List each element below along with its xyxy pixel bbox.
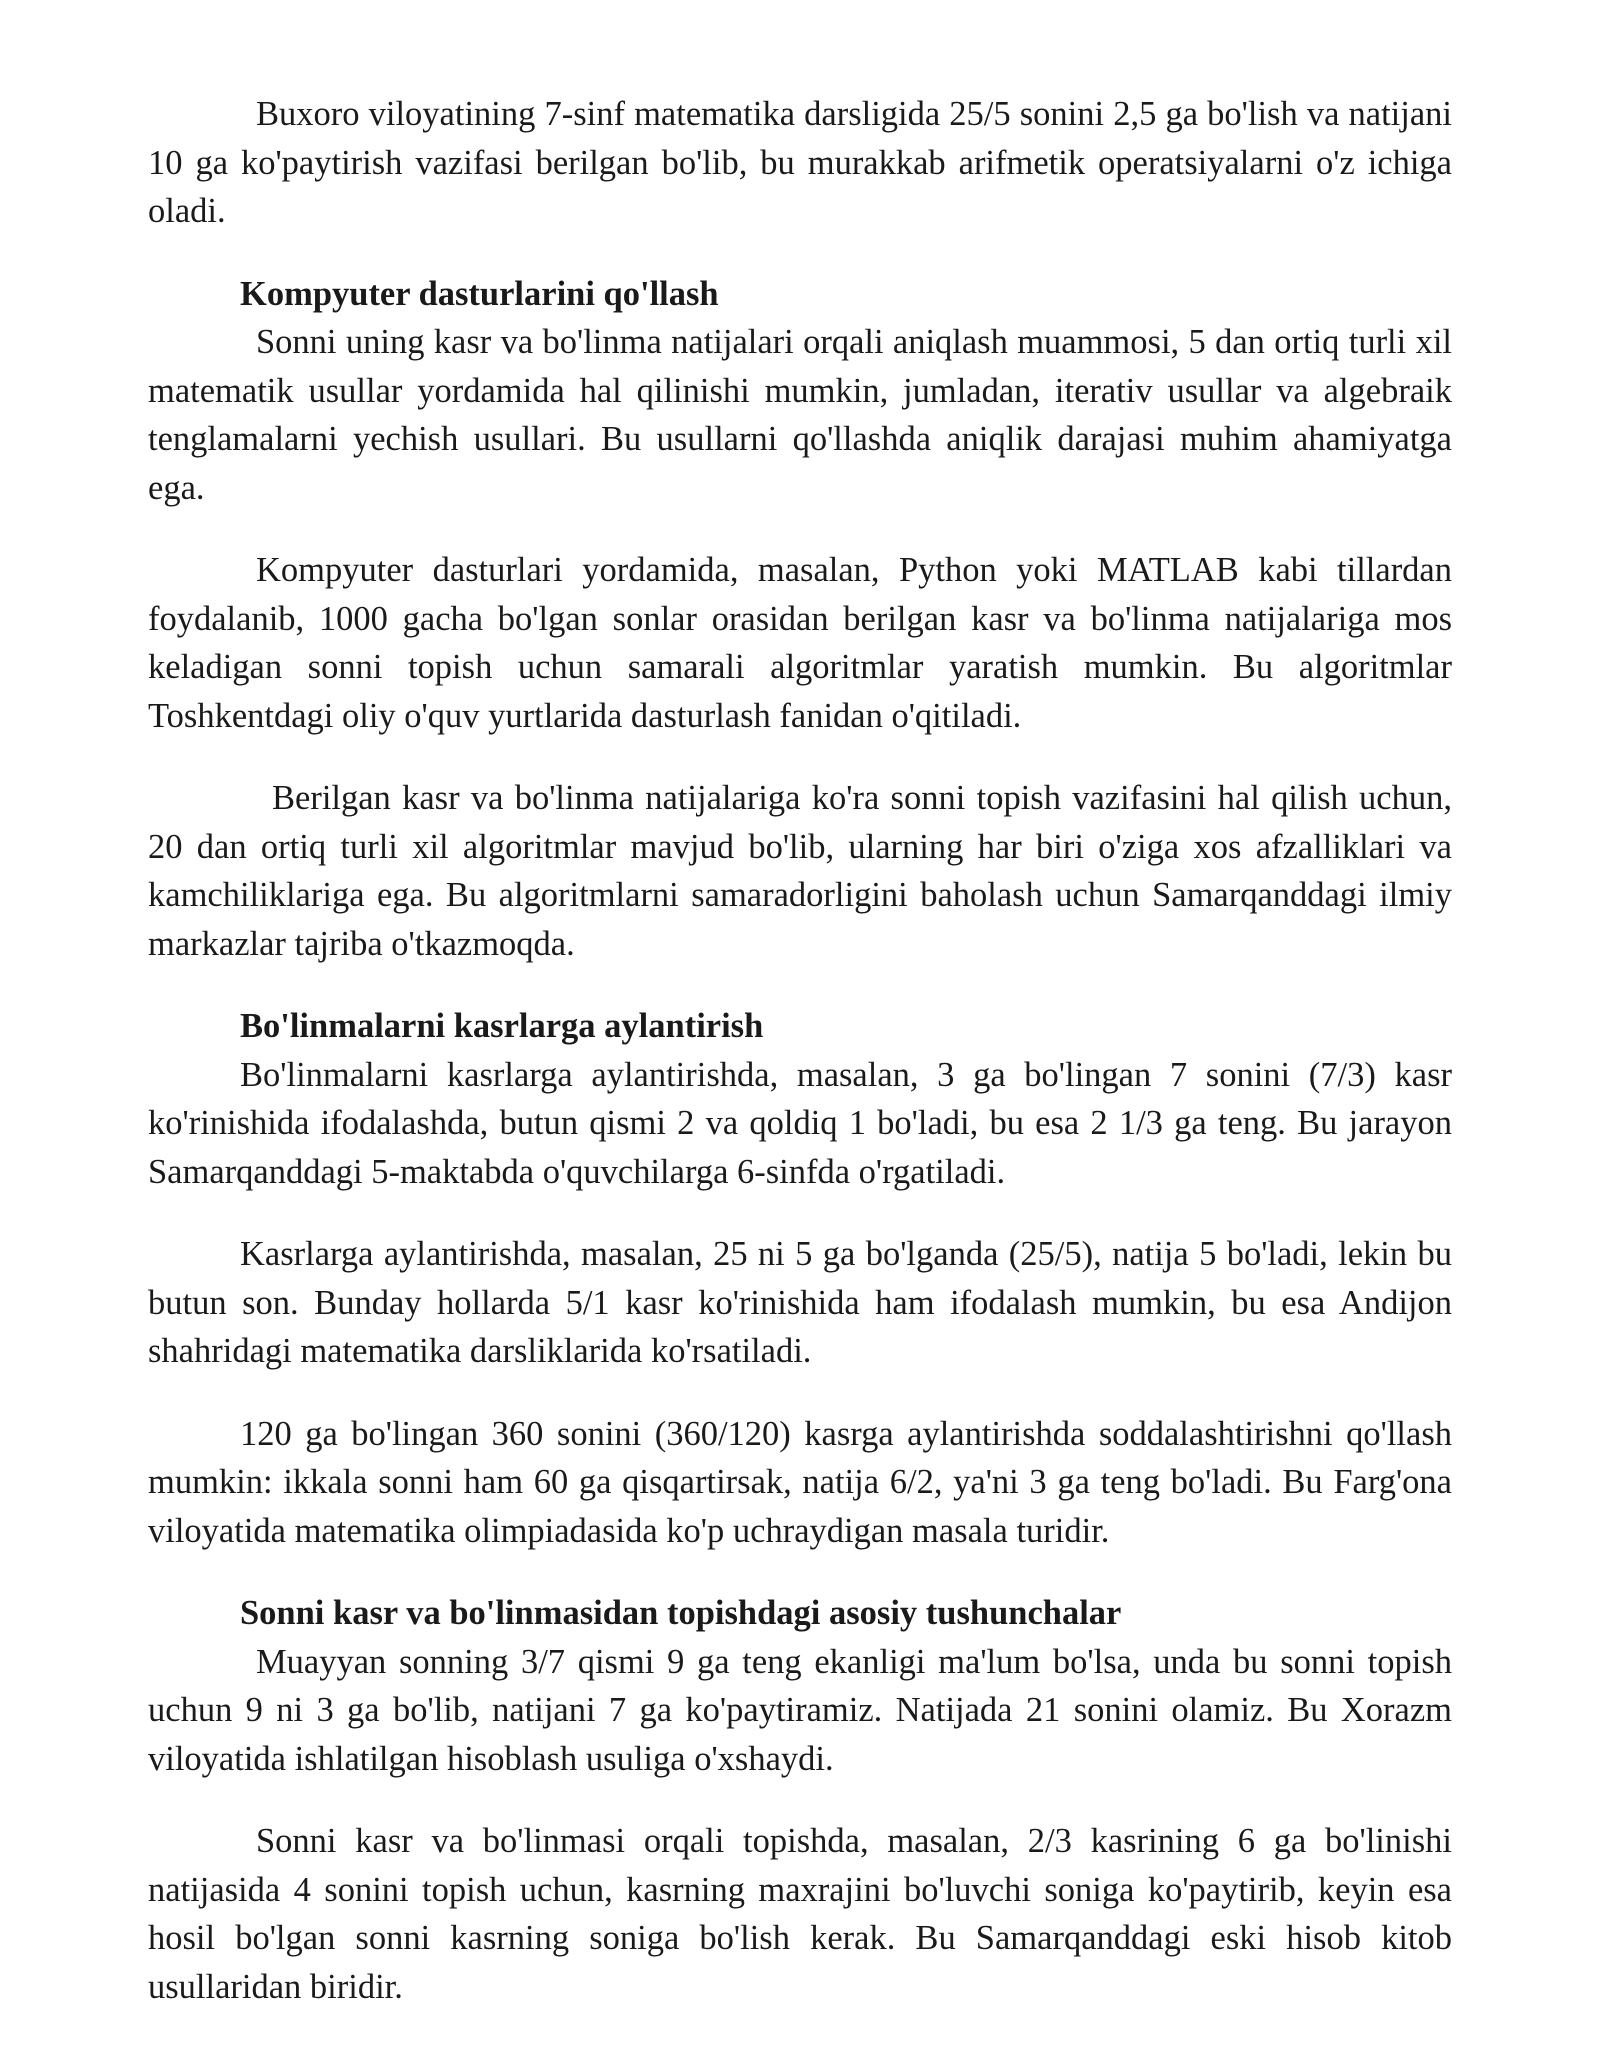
paragraph-python-matlab: Kompyuter dasturlari yordamida, masalan, Python yoki MATLAB kabi tillardan foydalanib, 1000 gacha bo'lgan sonlar orasidan berilgan kasr va bo'linma natijalariga mos keladigan sonni topish uchun samarali algoritmlar yaratish mumkin. Bu algoritmlar Toshkentdagi oliy o'quv yurtlarida dasturlash fanidan o'qitiladi.	[148, 551, 1452, 735]
heading-quotients-to-fractions: Bo'linmalarni kasrlarga aylantirish	[240, 1007, 764, 1045]
paragraph-simplification: 120 ga bo'lingan 360 sonini (360/120) kasrga aylantirishda soddalashtirishni qo'llash mumkin: ikkala sonni ham 60 ga qisqartirsak, natija 6/2, ya'ni 3 ga teng bo'ladi. Bu Farg'ona viloyatida matematika olimpiadasida ko'p uchraydigan masala turidir.	[148, 1414, 1452, 1550]
paragraph-methods: Sonni uning kasr va bo'linma natijalari orqali aniqlash muammosi, 5 dan ortiq turli xil matematik usullar yordamida hal qilinishi mumkin, jumladan, iterativ usullar va algebraik tenglamalarni yechish usullari. Bu usullarni qo'llashda aniqlik darajasi muhim ahamiyatga ega.	[148, 323, 1452, 507]
paragraph-twentyfive-fifths: Kasrlarga aylantirishda, masalan, 25 ni 5 ga bo'lganda (25/5), natija 5 bo'ladi, lekin bu butun son. Bunday hollarda 5/1 kasr ko'rinishida ham ifodalash mumkin, bu esa Andijon shahridagi matematika darsliklarida ko'rsatiladi.	[148, 1235, 1452, 1370]
paragraph-three-sevenths: Muayyan sonning 3/7 qismi 9 ga teng ekanligi ma'lum bo'lsa, unda bu sonni topish uchun 9 ni 3 ga bo'lib, natijani 7 ga ko'paytiramiz. Natijada 21 sonini olamiz. Bu Xorazm viloyatida ishlatilgan hisoblash usuliga o'xshaydi.	[148, 1642, 1452, 1778]
paragraph-bukhara-textbook: Buxoro viloyatining 7-sinf matematika darsligida 25/5 sonini 2,5 ga bo'lish va natijani 10 ga ko'paytirish vazifasi berilgan bo'lib, bu murakkab arifmetik operatsiyalarni o'z ichiga oladi.	[148, 95, 1452, 230]
paragraph-algorithms: Berilgan kasr va bo'linma natijalariga ko'ra sonni topish vazifasini hal qilish uchun, 20 dan ortiq turli xil algoritmlar mavjud bo'lib, ularning har biri o'ziga xos afzalliklari va kamchiliklariga ega. Bu algoritmlarni samaradorligini baholash uchun Samarqanddagi ilmiy markazlar tajriba o'tkazmoqda.	[148, 779, 1452, 963]
heading-key-concepts: Sonni kasr va bo'linmasidan topishdagi asosiy tushunchalar	[240, 1594, 1122, 1632]
document-page	[148, 90, 1452, 2011]
heading-computer-programs: Kompyuter dasturlarini qo'llash	[240, 274, 719, 313]
paragraph-two-thirds: Sonni kasr va bo'linmasi orqali topishda, masalan, 2/3 kasrining 6 ga bo'linishi natijasida 4 sonini topish uchun, kasrning maxrajini bo'luvchi soniga ko'paytirib, keyin esa hosil bo'lgan sonni kasrning soniga bo'lish kerak. Bu Samarqanddagi eski hisob kitob usullaridan biridir.	[148, 1822, 1452, 2006]
paragraph-seven-thirds: Bo'linmalarni kasrlarga aylantirishda, masalan, 3 ga bo'lingan 7 sonini (7/3) kasr ko'rinishida ifodalashda, butun qismi 2 va qoldiq 1 bo'ladi, bu esa 2 1/3 ga teng. Bu jarayon Samarqanddagi 5-maktabda o'quvchilarga 6-sinfda o'rgatiladi.	[148, 1055, 1452, 1191]
